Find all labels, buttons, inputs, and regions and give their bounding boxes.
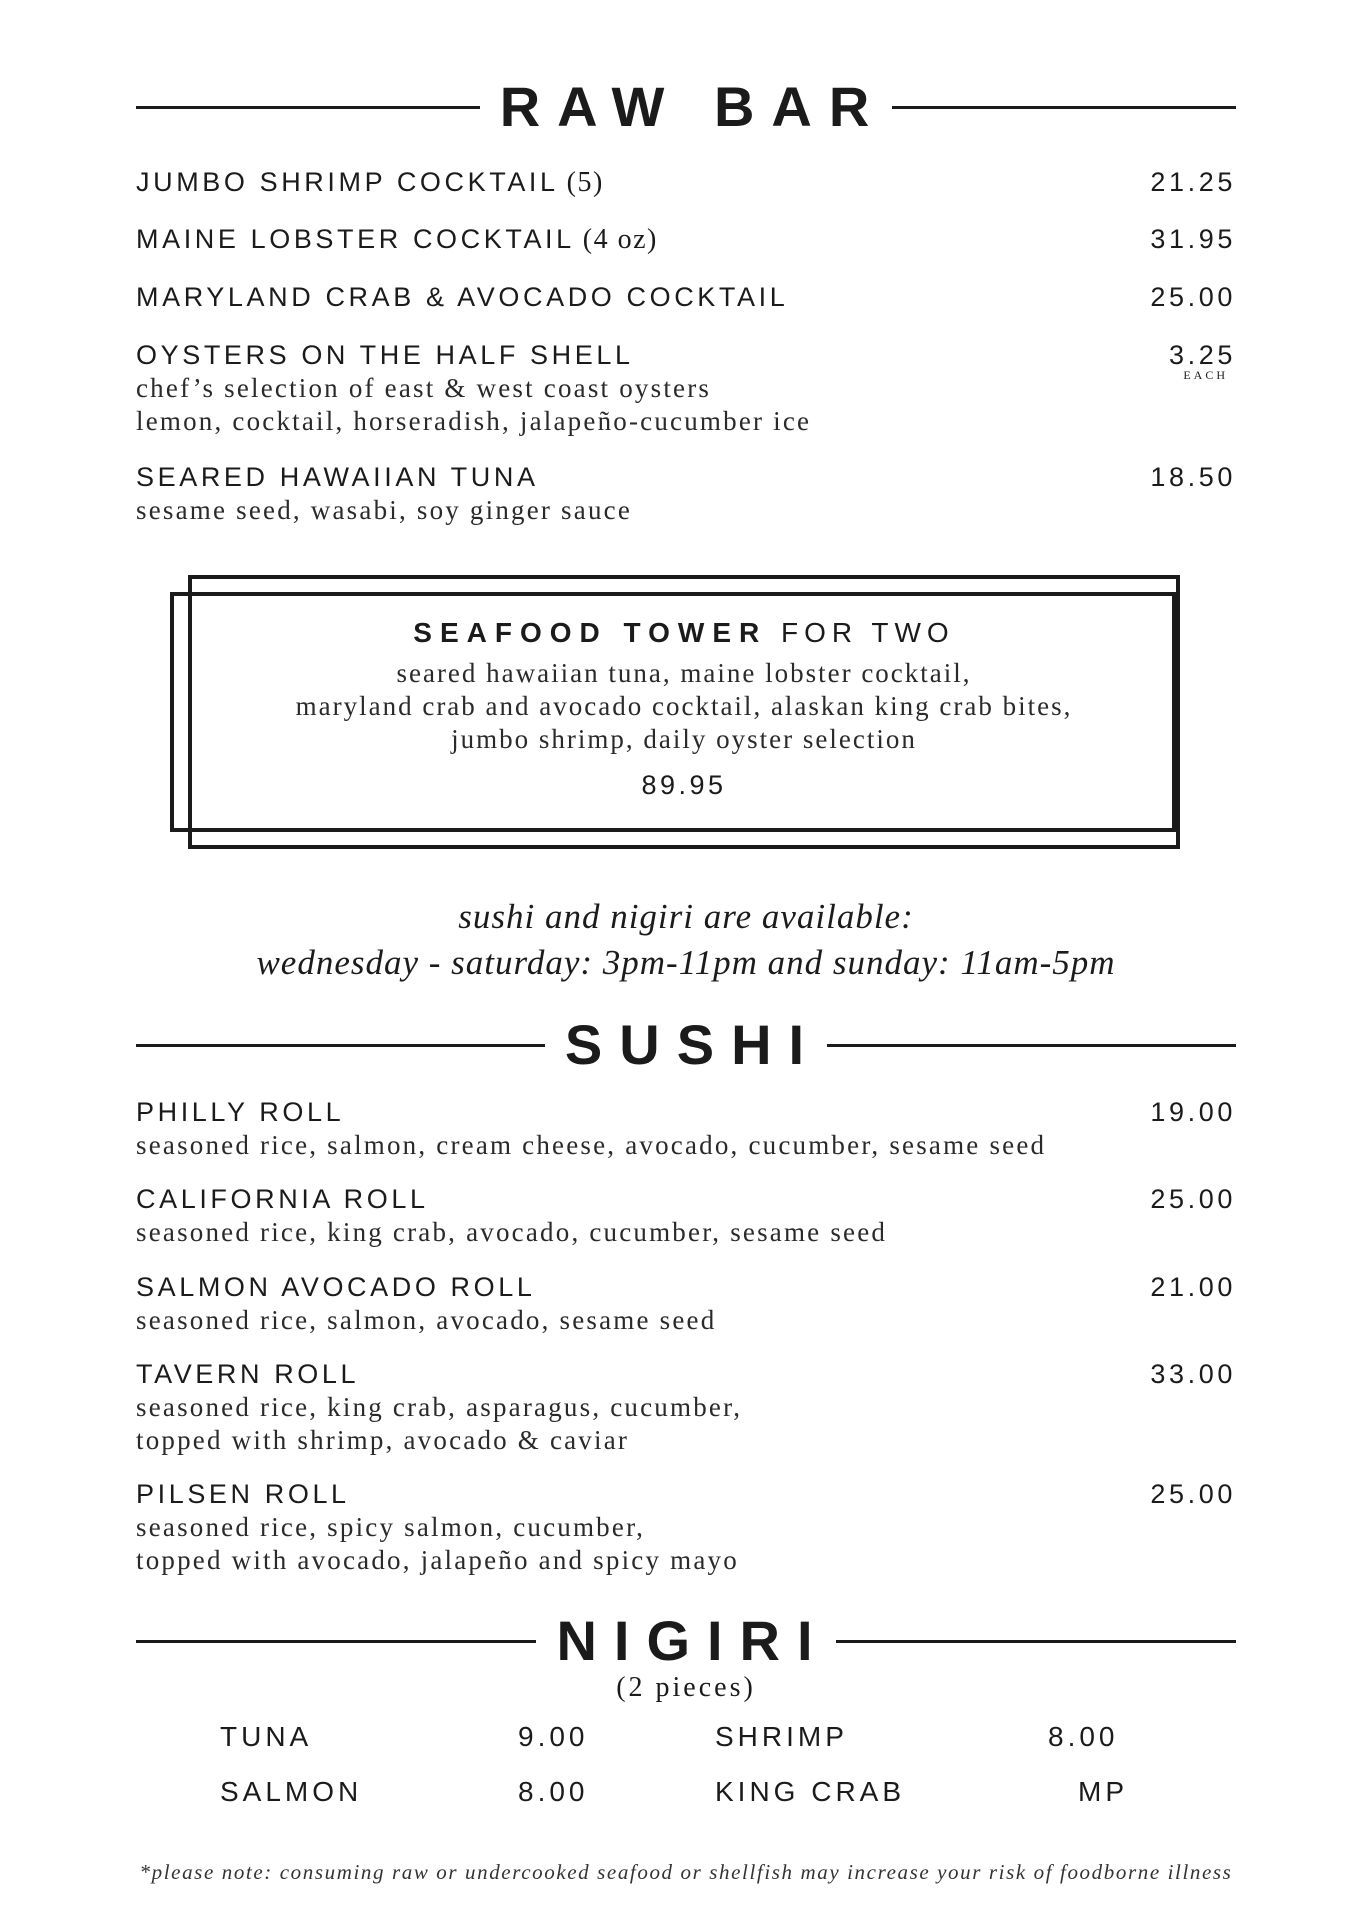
item-description: lemon, cocktail, horseradish, jalapeño-cucumber ice	[136, 406, 812, 436]
availability-line-1: sushi and nigiri are available:	[458, 897, 914, 936]
tower-title-sub: FOR TWO	[781, 617, 955, 648]
item-name: MAINE LOBSTER COCKTAIL	[136, 224, 575, 254]
item-name: PILSEN ROLL	[136, 1479, 350, 1509]
item-price: 18.50	[1150, 462, 1236, 492]
tower-title	[188, 615, 1180, 651]
menu-item	[136, 1477, 1236, 1577]
item-description: seasoned rice, spicy salmon, cucumber,	[136, 1512, 646, 1542]
menu-item	[136, 460, 1236, 527]
nigiri-item-price: 8.00	[518, 1776, 589, 1807]
item-name: OYSTERS ON THE HALF SHELL	[136, 340, 634, 370]
header-rule-right	[827, 1044, 1236, 1047]
item-description: sesame seed, wasabi, soy ginger sauce	[136, 495, 633, 525]
item-qty: (5)	[566, 167, 604, 198]
header-rule-right	[836, 1640, 1236, 1643]
availability-days-2: and sunday:	[757, 943, 961, 982]
nigiri-subtitle: (2 pieces)	[616, 1672, 756, 1703]
sushi-title: SUSHI	[564, 1013, 822, 1076]
item-name: PHILLY ROLL	[136, 1097, 345, 1127]
availability-note	[136, 894, 1236, 986]
nigiri-item-price: 9.00	[518, 1721, 589, 1752]
nigiri-title: NIGIRI	[556, 1609, 830, 1672]
item-price: 33.00	[1150, 1359, 1236, 1389]
nigiri-item-price: 8.00	[1048, 1721, 1119, 1752]
footnote: *please note: consuming raw or undercooked seafood or shellfish may increase your risk of foodborne illness	[139, 1860, 1233, 1884]
header-rule-left	[136, 1044, 545, 1047]
nigiri-item-name: SALMON	[220, 1776, 363, 1807]
item-price: 31.95	[1150, 224, 1236, 254]
availability-days-1: wednesday - saturday:	[256, 943, 603, 982]
item-qty: (4 oz)	[582, 224, 658, 255]
item-price: 25.00	[1150, 282, 1236, 312]
menu-item	[136, 1270, 1236, 1337]
item-name: TAVERN ROLL	[136, 1359, 360, 1389]
item-price: 25.00	[1150, 1184, 1236, 1214]
menu-item	[136, 338, 1236, 438]
availability-hours-2: 11am-5pm	[960, 943, 1116, 982]
price-unit: EACH	[1183, 368, 1228, 382]
item-name: SEARED HAWAIIAN TUNA	[136, 462, 539, 492]
item-name: CALIFORNIA ROLL	[136, 1184, 429, 1214]
nigiri-item-name: TUNA	[220, 1721, 313, 1752]
raw-bar-title: RAW BAR	[499, 75, 887, 138]
item-price: 21.00	[1150, 1272, 1236, 1302]
availability-hours-1: 3pm-11pm	[602, 943, 758, 982]
tower-price: 89.95	[641, 770, 727, 800]
header-rule-right	[892, 106, 1236, 109]
item-description: seasoned rice, salmon, avocado, sesame seed	[136, 1305, 717, 1335]
header-rule-left	[136, 106, 480, 109]
menu-item	[136, 280, 1236, 314]
menu-item	[136, 165, 1236, 199]
item-price: 25.00	[1150, 1479, 1236, 1509]
tower-description: jumbo shrimp, daily oyster selection	[451, 724, 917, 754]
header-rule-left	[136, 1640, 536, 1643]
menu-item	[136, 1182, 1236, 1249]
menu-item	[136, 222, 1236, 256]
tower-description: maryland crab and avocado cocktail, alaskan king crab bites,	[295, 691, 1073, 721]
menu-item	[136, 1095, 1236, 1162]
item-description: seasoned rice, salmon, cream cheese, avocado, cucumber, sesame seed	[136, 1130, 1047, 1160]
raw-bar-header	[136, 72, 1236, 142]
nigiri-item-name: SHRIMP	[715, 1721, 848, 1752]
item-description: topped with shrimp, avocado & caviar	[136, 1425, 630, 1455]
menu-item	[136, 1357, 1236, 1457]
item-name: MARYLAND CRAB & AVOCADO COCKTAIL	[136, 282, 789, 312]
tower-title-main: SEAFOOD TOWER	[413, 617, 768, 648]
nigiri-item-price: MP	[1078, 1776, 1128, 1807]
tower-description: seared hawaiian tuna, maine lobster cocktail,	[396, 658, 972, 688]
availability-line-2	[136, 940, 1236, 986]
item-price: 21.25	[1150, 167, 1236, 197]
nigiri-item-name: KING CRAB	[715, 1776, 906, 1807]
item-description: seasoned rice, king crab, asparagus, cucumber,	[136, 1392, 743, 1422]
nigiri-header	[136, 1606, 1236, 1676]
item-name: JUMBO SHRIMP COCKTAIL	[136, 167, 559, 197]
seafood-tower	[188, 615, 1180, 801]
item-name: SALMON AVOCADO ROLL	[136, 1272, 536, 1302]
item-description: topped with avocado, jalapeño and spicy mayo	[136, 1545, 739, 1575]
item-price: 3.25	[1169, 340, 1236, 370]
item-price: 19.00	[1150, 1097, 1236, 1127]
item-description: chef’s selection of east & west coast oysters	[136, 373, 712, 403]
item-description: seasoned rice, king crab, avocado, cucumber, sesame seed	[136, 1217, 888, 1247]
sushi-header	[136, 1010, 1236, 1080]
